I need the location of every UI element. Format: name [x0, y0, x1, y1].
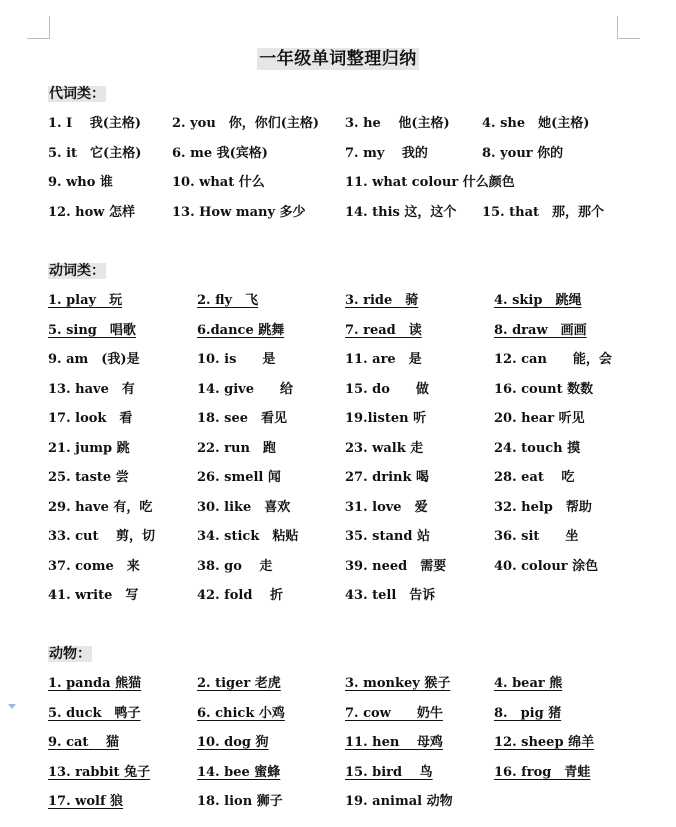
word-entry: 37. come 来: [48, 558, 140, 574]
word-entry: 23. walk 走: [345, 440, 424, 456]
word-entry: 5. duck 鸭子: [48, 705, 141, 721]
word-row: [48, 466, 668, 486]
word-row: [48, 407, 668, 427]
word-entry: 32. help 帮助: [494, 499, 592, 515]
word-row: [48, 319, 668, 339]
word-entry: 9. am (我)是: [48, 352, 140, 367]
word-entry: 12. how 怎样: [48, 204, 135, 220]
word-entry: 8. pig 猪: [494, 705, 562, 721]
word-entry: 4. skip 跳绳: [494, 293, 582, 308]
word-row: [48, 731, 668, 751]
word-entry: 9. cat 猫: [48, 735, 119, 750]
word-row: [48, 201, 668, 221]
word-row: [48, 142, 668, 162]
word-entry: 30. like 喜欢: [197, 499, 291, 515]
word-entry: 8. your 你的: [482, 145, 564, 161]
word-entry: 26. smell 闻: [197, 470, 281, 485]
word-entry: 11. are 是: [345, 352, 422, 367]
page-corner-mark-top-left: [27, 16, 50, 39]
word-entry: 15. bird 鸟: [345, 764, 433, 780]
word-entry: 35. stand 站: [345, 529, 430, 544]
word-entry: 7. cow 奶牛: [345, 705, 443, 721]
word-entry: 43. tell 告诉: [345, 588, 436, 603]
word-entry: 3. he 他(主格): [345, 116, 450, 131]
word-entry: 18. see 看见: [197, 411, 288, 426]
word-entry: 8. draw 画画: [494, 322, 587, 338]
word-entry: 2. you 你，你们(主格): [172, 116, 320, 131]
word-entry: 1. panda 熊猫: [48, 676, 142, 691]
word-row: [48, 702, 668, 722]
collapse-triangle-icon[interactable]: [8, 704, 16, 709]
word-entry: 12. sheep 绵羊: [494, 735, 595, 750]
word-entry: 14. this 这，这个: [345, 204, 457, 220]
word-entry: 17. wolf 狼: [48, 794, 124, 809]
word-row: [48, 437, 668, 457]
word-entry: 25. taste 尝: [48, 470, 129, 485]
word-row: [48, 112, 668, 132]
word-entry: 7. read 读: [345, 322, 422, 338]
word-entry: 15. do 做: [345, 381, 429, 397]
section-heading-text: 代词类：: [49, 86, 105, 102]
word-entry: 7. my 我的: [345, 145, 428, 161]
word-entry: 28. eat 吃: [494, 470, 575, 485]
section-heading-text: 动物：: [49, 646, 91, 662]
word-entry: 27. drink 喝: [345, 470, 430, 485]
word-entry: 24. touch 摸: [494, 440, 581, 456]
word-entry: 41. write 写: [48, 588, 139, 603]
word-entry: 20. hear 听见: [494, 411, 585, 426]
section-heading: [48, 83, 106, 103]
word-row: [48, 289, 668, 309]
word-entry: 13. have 有: [48, 381, 135, 397]
word-entry: 11. hen 母鸡: [345, 735, 443, 750]
word-entry: 14. give 给: [197, 381, 293, 397]
word-entry: 1. play 玩: [48, 293, 123, 308]
word-entry: 2. fly 飞: [197, 293, 259, 308]
word-entry: 17. look 看: [48, 411, 133, 426]
word-entry: 4. she 她(主格): [482, 116, 590, 131]
word-entry: 19. animal 动物: [345, 794, 453, 809]
word-entry: 38. go 走: [197, 558, 273, 574]
word-entry: 40. colour 涂色: [494, 558, 599, 574]
word-entry: 31. love 爱: [345, 499, 428, 515]
word-row: [48, 378, 668, 398]
word-row: [48, 496, 668, 516]
word-entry: 10. dog 狗: [197, 735, 269, 750]
word-entry: 22. run 跑: [197, 440, 276, 456]
word-entry: 5. it 它(主格): [48, 145, 142, 161]
section-heading: [48, 643, 92, 663]
word-entry: 39. need 需要: [345, 558, 447, 574]
word-row: [48, 584, 668, 604]
word-entry: 10. is 是: [197, 352, 276, 367]
page-corner-mark-top-right: [617, 16, 640, 39]
word-entry: 9. who 谁: [48, 175, 113, 190]
word-entry: 14. bee 蜜蜂: [197, 764, 281, 780]
word-entry: 34. stick 粘贴: [197, 529, 299, 544]
word-entry: 2. tiger 老虎: [197, 676, 281, 691]
word-row: [48, 790, 668, 810]
word-entry: 36. sit 坐: [494, 529, 579, 544]
word-entry: 6.dance 跳舞: [197, 322, 285, 338]
word-row: [48, 761, 668, 781]
word-entry: 16. frog 青蛙: [494, 764, 591, 780]
word-entry: 18. lion 狮子: [197, 794, 283, 809]
word-entry: 13. rabbit 兔子: [48, 764, 151, 780]
word-row: [48, 171, 668, 191]
section-heading: [48, 260, 106, 280]
word-entry: 3. monkey 猴子: [345, 676, 451, 691]
word-entry: 13. How many 多少: [172, 204, 306, 220]
word-entry: 11. what colour 什么颜色: [345, 175, 515, 190]
word-entry: 21. jump 跳: [48, 440, 130, 456]
word-entry: 5. sing 唱歌: [48, 322, 136, 338]
word-entry: 15. that 那，那个: [482, 204, 605, 220]
word-entry: 19.listen 听: [345, 411, 427, 426]
document-title: 一年级单词整理归纳: [259, 49, 417, 69]
word-entry: 29. have 有，吃: [48, 499, 153, 515]
word-entry: 6. chick 小鸡: [197, 705, 285, 721]
word-entry: 42. fold 折: [197, 588, 283, 603]
word-entry: 4. bear 熊: [494, 676, 563, 691]
word-entry: 1. I 我(主格): [48, 116, 142, 131]
word-entry: 12. can 能，会: [494, 352, 612, 367]
word-entry: 10. what 什么: [172, 175, 265, 190]
word-row: [48, 555, 668, 575]
section-heading-text: 动词类：: [49, 263, 105, 279]
word-entry: 16. count 数数: [494, 381, 594, 397]
word-row: [48, 672, 668, 692]
word-row: [48, 525, 668, 545]
word-entry: 33. cut 剪，切: [48, 529, 156, 544]
word-entry: 3. ride 骑: [345, 293, 419, 308]
word-row: [48, 348, 668, 368]
word-entry: 6. me 我(宾格): [172, 145, 268, 161]
